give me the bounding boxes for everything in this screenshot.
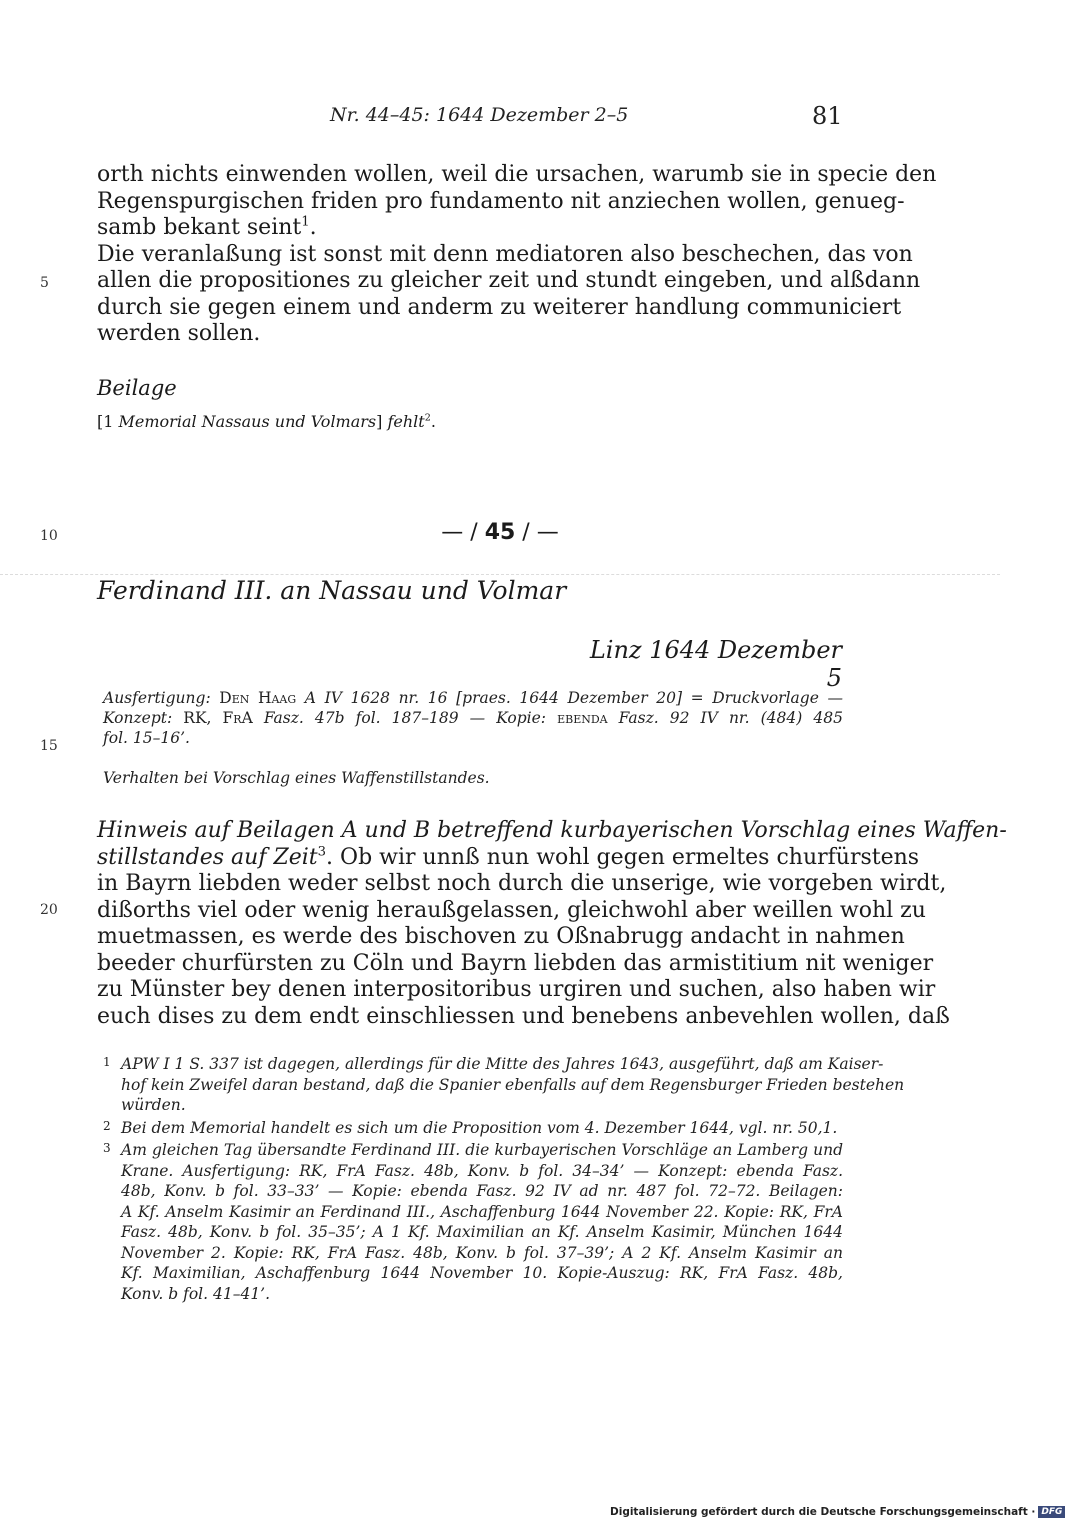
footnote-line <box>103 1116 843 1139</box>
footnote-ref: 3 <box>317 844 327 860</box>
text-line: muetmassen, es werde des bischoven zu Oßnabrugg andacht in nahmen <box>97 924 905 949</box>
section-prefix: — / <box>441 520 485 545</box>
text-line-part: . Ob wir unnß nun wohl gegen ermeltes churfürstens <box>326 844 920 870</box>
text-line: euch dises zu dem endt einschliessen und benebens anbevehlen wollen, daß <box>97 1003 950 1029</box>
source-line <box>103 688 843 708</box>
footnote-line <box>103 1052 884 1075</box>
line-number: 10 <box>40 528 58 544</box>
archive-name: ebenda <box>557 709 608 727</box>
beilage-text: Memorial Nassaus und Volmars <box>118 412 377 431</box>
document-number <box>0 520 1000 545</box>
text-line: Regenspurgischen friden pro fundamento nit anziechen wollen, genueg- <box>97 188 905 214</box>
beilage-end: . <box>430 412 436 431</box>
footnote-mark: 1 <box>103 1055 111 1069</box>
footnote-line: A Kf. Anselm Kasimir an Ferdinand III., Aschaffenburg 1644 November 22. Kopie: RK, FrA <box>121 1202 843 1221</box>
footnote-line: Kf. Maximilian, Aschaffenburg 1644 November 10. Kopie-Auszug: RK, FrA Fasz. 48b, <box>121 1264 843 1282</box>
footnote-text: Am gleichen Tag übersandte Ferdinand III. die kurbayerischen Vorschläge an Lamberg und <box>121 1141 843 1159</box>
footnote-mark: 3 <box>103 1141 111 1155</box>
source-detail: Fasz. 92 IV nr. (484) 485 <box>607 709 843 727</box>
bracket-close: ] <box>376 412 388 431</box>
source-block <box>103 688 843 748</box>
text-line: samb bekant seint$^1$. <box>97 214 317 240</box>
footnotes <box>103 1052 905 1304</box>
text-line: orth nichts einwenden wollen, weil die ursachen, warumb sie in specie den <box>97 162 937 187</box>
footnote-ref: 1 <box>301 214 310 230</box>
footnote-line: Konv. b fol. 41–41’. <box>121 1284 271 1303</box>
credit-text: Digitalisierung gefördert durch die Deutsche Forschungsgemeinschaft · <box>610 1506 1036 1518</box>
text-line: werden sollen. <box>97 321 261 346</box>
archive-name: RK, FrA <box>183 709 253 727</box>
footnote-text: Bei dem Memorial handelt es sich um die Proposition vom 4. Dezember 1644, vgl. nr. 50,1. <box>121 1118 838 1137</box>
regest-text: stillstandes auf Zeit <box>97 844 318 870</box>
text-line-part: samb bekant seint <box>97 215 302 240</box>
text-line: durch sie gegen einem und anderm zu weiterer handlung communiciert <box>97 294 902 320</box>
funding-credit <box>610 1506 1065 1518</box>
source-label: Ausfertigung: <box>103 689 220 707</box>
footnote-line: würden. <box>121 1096 186 1114</box>
footnote-line: 48b, Konv. b fol. 33–33’ — Kopie: ebenda Fasz. 92 IV ad nr. 487 fol. 72–72. Beilagen: <box>121 1182 843 1200</box>
text-line <box>97 844 920 872</box>
footnote-3 <box>103 1138 843 1304</box>
text-line: Die veranlaßung ist sonst mit denn mediatoren also beschechen, das von <box>97 241 913 267</box>
dfg-logo: DFG <box>1038 1506 1065 1518</box>
line-number: 15 <box>40 738 58 754</box>
source-label: Konzept: <box>103 709 184 727</box>
paragraph-continuation <box>97 162 937 348</box>
footnote-line <box>103 1138 843 1161</box>
text-line: in Bayrn liebden weder selbst noch durch die unserige, wie vorgeben wirdt, <box>97 871 947 896</box>
footnote-line: November 2. Kopie: RK, FrA Fasz. 48b, Konv. b fol. 37–39’; A 2 Kf. Anselm Kasimir an <box>121 1243 843 1262</box>
source-line: fol. 15–16’. <box>103 729 190 747</box>
text-line: zu Münster bey denen interpositoribus urgiren und suchen, also haben wir <box>97 977 936 1002</box>
footnote-text: APW I 1 S. 337 ist dagegen, allerdings für die Mitte des Jahres 1643, ausgeführt, daß am Kaiser- <box>121 1055 884 1073</box>
footnote-mark: 2 <box>103 1118 111 1133</box>
text-line: Hinweis auf Beilagen A und B betreffend kurbayerischen Vorschlag eines Waffen- <box>97 818 1007 843</box>
page-number: 81 <box>812 102 843 130</box>
footnote-2 <box>103 1116 843 1139</box>
beilage-entry <box>97 412 436 431</box>
footnote-1 <box>103 1052 905 1116</box>
source-detail: Fasz. 47b fol. 187–189 — Kopie: <box>252 709 558 727</box>
beilage-status: fehlt <box>387 412 425 431</box>
document-title: Ferdinand III. an Nassau und Volmar <box>97 576 567 605</box>
line-number: 5 <box>40 275 49 291</box>
main-paragraph <box>97 818 1007 1030</box>
footnote-line: Fasz. 48b, Konv. b fol. 35–35’; A 1 Kf. Maximilian an Kf. Anselm Kasimir, München 1644 <box>121 1223 843 1241</box>
section-suffix: / — <box>515 520 559 545</box>
footnote-line: hof kein Zweifel daran bestand, daß die Spanier ebenfalls auf dem Regensburger Frieden bestehen <box>121 1075 905 1094</box>
section-divider <box>0 574 1000 575</box>
document-summary: Verhalten bei Vorschlag eines Waffenstillstandes. <box>103 769 490 787</box>
footnote-ref: 2 <box>424 412 431 424</box>
section-number: 45 <box>484 520 516 545</box>
line-number: 20 <box>40 902 58 918</box>
text-line: dißorths viel oder wenig heraußgelassen, gleichwohl aber weillen wohl zu <box>97 897 926 923</box>
running-title: Nr. 44–45: 1644 Dezember 2–5 <box>330 104 629 126</box>
beilage-heading: Beilage <box>97 376 177 400</box>
archive-name: Den Haag <box>219 689 297 707</box>
source-detail: A IV 1628 nr. 16 [praes. 1644 Dezember 20] = Druckvorlage — <box>296 689 843 707</box>
text-line: allen die propositiones zu gleicher zeit und stundt eingeben, und alßdann <box>97 268 921 293</box>
footnote-line: Krane. Ausfertigung: RK, FrA Fasz. 48b, Konv. b fol. 34–34’ — Konzept: ebenda Fasz. <box>121 1161 843 1180</box>
document-place-date: Linz 1644 Dezember 5 <box>589 636 842 692</box>
bracket-open: [1 <box>97 412 119 431</box>
text-line: beeder churfürsten zu Cöln und Bayrn liebden das armistitium nit weniger <box>97 950 934 976</box>
source-line <box>103 708 843 728</box>
